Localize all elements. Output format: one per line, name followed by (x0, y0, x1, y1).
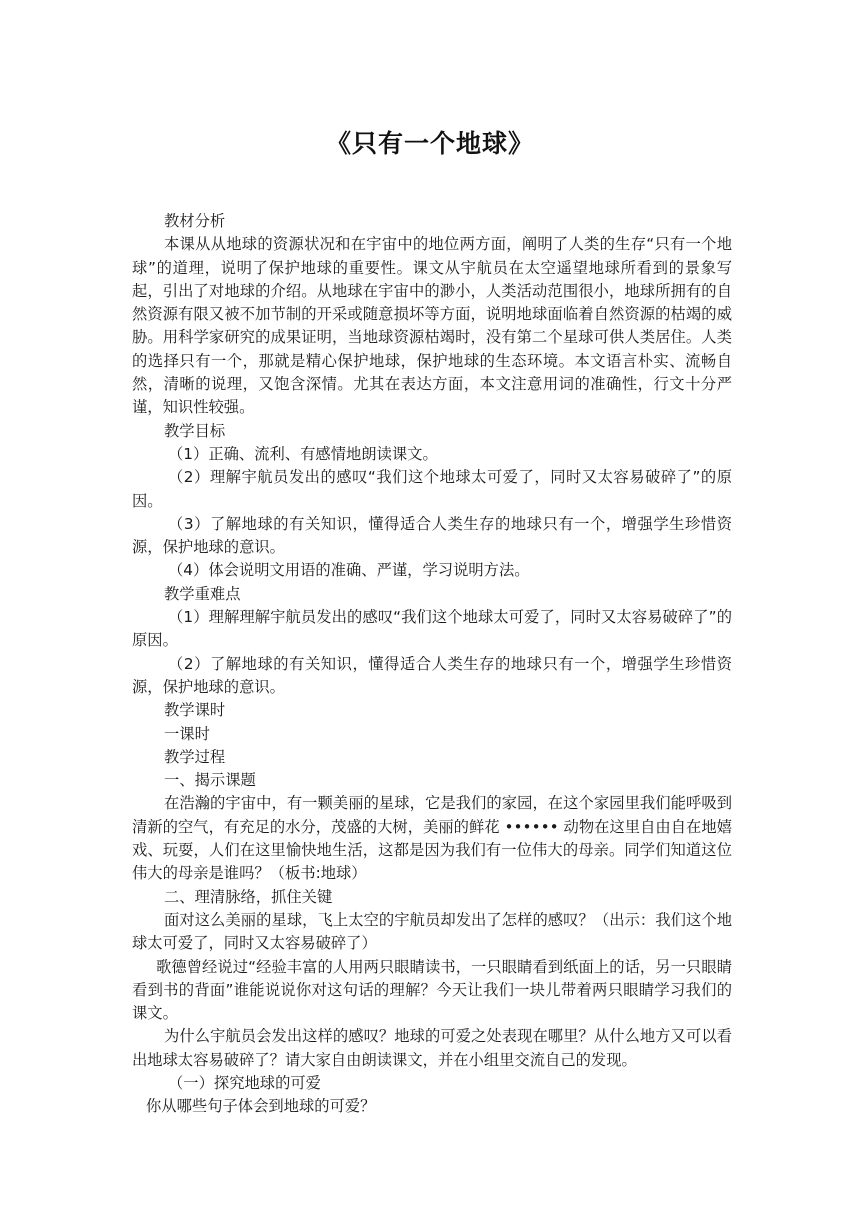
key-point-item-2: （2）了解地球的有关知识，懂得适合人类生存的地球只有一个，增强学生珍惜资源，保护地球的意识。 (132, 654, 732, 696)
step-heading-clarify-structure: 二、理清脉络，抓住关键 (164, 887, 333, 906)
paragraph-astronaut-exclamation: 面对这么美丽的星球，飞上太空的宇航员却发出了怎样的感叹？（出示：我们这个地球太可爱了，同时又太容易破碎了） (132, 910, 732, 953)
section-heading-key-points: 教学重难点 (164, 584, 241, 603)
document-body (132, 210, 732, 1119)
paragraph-textbook-analysis: 本课从从地球的资源状况和在宇宙中的地位两方面，阐明了人类的生存“只有一个地球”的道理，说明了保护地球的重要性。课文从宇航员在太空遥望地球所看到的景象写起，引出了对地球的介绍。从地球在宇宙中的渺小，人类活动范围很小，地球所拥有的自然资源有限又被不加节制的开采或随意损坏等方面，说明地球面临着自然资源的枯竭的威胁。用科学家研究的成果证明，当地球资源枯竭时，没有第二个星球可供人类居住。人类的选择只有一个，那就是精心保护地球，保护地球的生态环境。本文语言朴实、流畅自然，清晰的说理，又饱含深情。尤其在表达方面，本文注意用词的准确性，行文十分严谨，知识性较强。 (132, 235, 732, 417)
goal-item-4: （4）体会说明文用语的准确、严谨，学习说明方法。 (168, 561, 530, 580)
paragraph-reading-task: 为什么宇航员会发出这样的感叹？地球的可爱之处表现在哪里？从什么地方又可以看出地球太容易破碎了？请大家自由朗读课文，并在小组里交流自己的发现。 (132, 1027, 732, 1069)
section-heading-teaching-goals: 教学目标 (164, 421, 226, 440)
key-point-item-1: （1）理解理解宇航员发出的感叹“我们这个地球太可爱了，同时又太容易破碎了”的原因。 (132, 608, 732, 650)
document-title: 《只有一个地球》 (325, 129, 534, 158)
step-heading-reveal-topic: 一、揭示课题 (164, 771, 256, 790)
sub-heading-explore-lovely-earth: （一）探究地球的可爱 (168, 1073, 321, 1092)
goal-item-1: （1）正确、流利、有感情地朗读课文。 (168, 444, 438, 463)
goal-item-2: （2）理解宇航员发出的感叹“我们这个地球太可爱了，同时又太容易破碎了”的原因。 (132, 468, 732, 510)
paragraph-question-sentences: 你从哪些句子体会到地球的可爱？ (146, 1097, 376, 1116)
paragraph-goethe-quote: 歌德曾经说过“经验丰富的人用两只眼睛读书，一只眼睛看到纸面上的话，另一只眼睛看到书的背面”谁能说说你对这句话的理解？今天让我们一块儿带着两只眼睛学习我们的课文。 (132, 957, 732, 1023)
paragraph-reveal-topic: 在浩瀚的宇宙中，有一颗美丽的星球，它是我们的家园，在这个家园里我们能呼吸到清新的空气，有充足的水分，茂盛的大树，美丽的鲜花 •••••• 动物在这里自由自在地嬉戏、玩耍，人们在这里愉快地生活，这都是因为我们有一位伟大的母亲。同学们知道这位伟大的母亲是谁吗？（板书:地球） (132, 794, 732, 883)
goal-item-3: （3）了解地球的有关知识，懂得适合人类生存的地球只有一个，增强学生珍惜资源，保护地球的意识。 (132, 514, 732, 557)
section-heading-class-hours: 教学课时 (164, 701, 226, 720)
section-heading-teaching-process: 教学过程 (164, 747, 226, 766)
section-heading-textbook-analysis: 教材分析 (164, 212, 226, 230)
class-hours-value: 一课时 (164, 724, 210, 743)
